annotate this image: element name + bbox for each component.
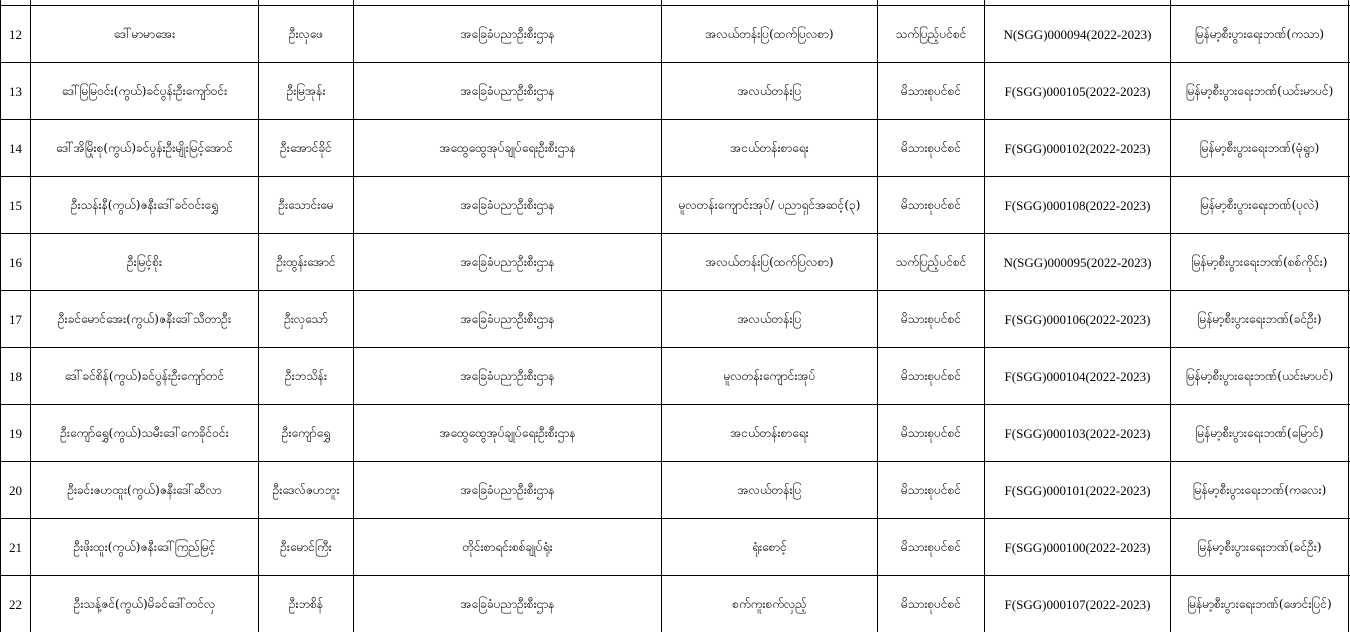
table-row xyxy=(1,120,1350,177)
table-row xyxy=(1,576,1350,632)
pension-type-cell: မိသားစုပင်စင် xyxy=(878,405,985,462)
pension-type-cell: မိသားစုပင်စင် xyxy=(878,63,985,120)
position-cell: အလယ်တန်းပြ(ထက်ပြလစာ) xyxy=(662,6,878,63)
bank-branch-cell: မြန်မာ့စီးပွားရေးဘဏ်(မုံရွာ) xyxy=(1171,120,1349,177)
position-cell: အလယ်တန်းပြ xyxy=(662,462,878,519)
pension-type-cell: မိသားစုပင်စင် xyxy=(878,519,985,576)
recipient-name-cell: ဒေါ်မာမာအေး xyxy=(31,6,259,63)
department-cell: အထွေထွေအုပ်ချုပ်ရေးဦးစီးဌာန xyxy=(354,120,662,177)
position-cell: အငယ်တန်းစာရေး xyxy=(662,405,878,462)
pension-code-cell: N(SGG)000095(2022-2023) xyxy=(985,234,1171,291)
pension-code-cell: F(SGG)000100(2022-2023) xyxy=(985,519,1171,576)
recipient-name-cell: ဦးခင်မောင်အေး(ကွယ်)ဇနီးဒေါ်သီတာဦး xyxy=(31,291,259,348)
position-cell: အလယ်တန်းပြ xyxy=(662,291,878,348)
parent-name-cell: ဦးဘစိန် xyxy=(259,576,354,632)
parent-name-cell: ဦးမောင်ကြီး xyxy=(259,519,354,576)
department-cell: အခြေခံပညာဦးစီးဌာန xyxy=(354,63,662,120)
pension-type-cell: မိသားစုပင်စင် xyxy=(878,177,985,234)
pension-type-cell: သက်ပြည့်ပင်စင် xyxy=(878,6,985,63)
recipient-name-cell: ဦးခင်းဇဟထူး(ကွယ်)ဇနီးဒေါ်ဆီလာ xyxy=(31,462,259,519)
bank-branch-cell: မြန်မာ့စီးပွားရေးဘဏ်(ပုလဲ) xyxy=(1171,177,1349,234)
department-cell: အထွေထွေအုပ်ချုပ်ရေးဦးစီးဌာန xyxy=(354,405,662,462)
parent-name-cell: ဦးသောင်းမေ xyxy=(259,177,354,234)
recipient-name-cell: ဦးဖိုးထူး(ကွယ်)ဇနီးဒေါ်ကြည်မြင့် xyxy=(31,519,259,576)
recipient-name-cell: ဦးကျော်ရွှေ(ကွယ်)သမီးဒေါ်ကေခိုင်ဝင်း xyxy=(31,405,259,462)
recipient-name-cell: ဒေါ်ခင်စိန်(ကွယ်)ခင်ပွန်းဦးကျော်တင် xyxy=(31,348,259,405)
parent-name-cell: ဦးလှသော် xyxy=(259,291,354,348)
department-cell: အခြေခံပညာဦးစီးဌာန xyxy=(354,291,662,348)
parent-name-cell: ဦးအောင်ခိုင် xyxy=(259,120,354,177)
recipient-name-cell: ဒေါ်မြမြဝင်း(ကွယ်)ခင်ပွန်းဦးကျော်ဝင်း xyxy=(31,63,259,120)
position-cell: ရုံးစောင့် xyxy=(662,519,878,576)
row-number-cell: 17 xyxy=(1,291,31,348)
table-row xyxy=(1,348,1350,405)
row-number-cell: 18 xyxy=(1,348,31,405)
pension-type-cell: မိသားစုပင်စင် xyxy=(878,291,985,348)
pension-type-cell: မိသားစုပင်စင် xyxy=(878,462,985,519)
bank-branch-cell: မြန်မာ့စီးပွားရေးဘဏ်(စစ်ကိုင်း) xyxy=(1171,234,1349,291)
bank-branch-cell: မြန်မာ့စီးပွားရေးဘဏ်(မြောင်) xyxy=(1171,405,1349,462)
parent-name-cell: ဦးထွန်းအောင် xyxy=(259,234,354,291)
position-cell: အငယ်တန်းစာရေး xyxy=(662,120,878,177)
row-number-cell: 15 xyxy=(1,177,31,234)
table-row xyxy=(1,63,1350,120)
department-cell: အခြေခံပညာဦးစီးဌာန xyxy=(354,462,662,519)
table-body xyxy=(1,0,1350,632)
bank-branch-cell: မြန်မာ့စီးပွားရေးဘဏ်(ယင်းမာပင်) xyxy=(1171,63,1349,120)
parent-name-cell: ဦးလှဖေ xyxy=(259,6,354,63)
bank-branch-cell: မြန်မာ့စီးပွားရေးဘဏ်(ခင်ဦး) xyxy=(1171,519,1349,576)
bank-branch-cell: မြန်မာ့စီးပွားရေးဘဏ်(ယင်းမာပင်) xyxy=(1171,348,1349,405)
pension-code-cell: F(SGG)000104(2022-2023) xyxy=(985,348,1171,405)
row-number-cell: 19 xyxy=(1,405,31,462)
position-cell: အလယ်တန်းပြ(ထက်ပြလစာ) xyxy=(662,234,878,291)
pension-code-cell: F(SGG)000102(2022-2023) xyxy=(985,120,1171,177)
pension-code-cell: F(SGG)000103(2022-2023) xyxy=(985,405,1171,462)
table-row xyxy=(1,519,1350,576)
bank-branch-cell: မြန်မာ့စီးပွားရေးဘဏ်(ခင်ဦး) xyxy=(1171,291,1349,348)
department-cell: အခြေခံပညာဦးစီးဌာန xyxy=(354,576,662,632)
parent-name-cell: ဦးဒေလ်ဇဟဘူး xyxy=(259,462,354,519)
row-number-cell: 20 xyxy=(1,462,31,519)
department-cell: အခြေခံပညာဦးစီးဌာန xyxy=(354,234,662,291)
row-number-cell: 14 xyxy=(1,120,31,177)
table-row xyxy=(1,405,1350,462)
recipient-name-cell: ဒေါ်အိမြိုးစု(ကွယ်)ခင်ပွန်းဦးမျိုးမြင့်အောင် xyxy=(31,120,259,177)
table-row xyxy=(1,6,1350,63)
position-cell: မူလတန်းကျောင်းအုပ် xyxy=(662,348,878,405)
row-number-cell: 12 xyxy=(1,6,31,63)
recipient-name-cell: ဦးမြင့်စိုး xyxy=(31,234,259,291)
parent-name-cell: ဦးကျော်ရွှေ xyxy=(259,405,354,462)
pension-code-cell: F(SGG)000101(2022-2023) xyxy=(985,462,1171,519)
position-cell: အလယ်တန်းပြ xyxy=(662,63,878,120)
position-cell: မူလတန်းကျောင်းအုပ်/ ပညာရှင်အဆင့်(၃) xyxy=(662,177,878,234)
row-number-cell: 22 xyxy=(1,576,31,632)
bank-branch-cell: မြန်မာ့စီးပွားရေးဘဏ်(ကသာ) xyxy=(1171,6,1349,63)
table-row xyxy=(1,234,1350,291)
department-cell: အခြေခံပညာဦးစီးဌာန xyxy=(354,348,662,405)
pension-code-cell: F(SGG)000105(2022-2023) xyxy=(985,63,1171,120)
parent-name-cell: ဦးဘသိန်း xyxy=(259,348,354,405)
row-number-cell: 16 xyxy=(1,234,31,291)
recipient-name-cell: ဦးသန့်ဇင်(ကွယ်)မိခင်ဒေါ်တင်လှ xyxy=(31,576,259,632)
row-number-cell: 13 xyxy=(1,63,31,120)
pension-type-cell: သက်ပြည့်ပင်စင် xyxy=(878,234,985,291)
pension-code-cell: F(SGG)000108(2022-2023) xyxy=(985,177,1171,234)
row-number-cell: 21 xyxy=(1,519,31,576)
department-cell: တိုင်းစာရင်းစစ်ချုပ်ရုံး xyxy=(354,519,662,576)
parent-name-cell: ဦးမြအုန်း xyxy=(259,63,354,120)
pension-code-cell: F(SGG)000106(2022-2023) xyxy=(985,291,1171,348)
pension-type-cell: မိသားစုပင်စင် xyxy=(878,348,985,405)
table-row xyxy=(1,462,1350,519)
position-cell: စက်ကူးစက်လှည့် xyxy=(662,576,878,632)
department-cell: အခြေခံပညာဦးစီးဌာန xyxy=(354,6,662,63)
pension-type-cell: မိသားစုပင်စင် xyxy=(878,120,985,177)
pension-code-cell: F(SGG)000107(2022-2023) xyxy=(985,576,1171,632)
recipient-name-cell: ဦးသန်းနီ(ကွယ်)ဇနီးဒေါ်ခင်ဝင်းရွှေ xyxy=(31,177,259,234)
pension-code-cell: N(SGG)000094(2022-2023) xyxy=(985,6,1171,63)
department-cell: အခြေခံပညာဦးစီးဌာန xyxy=(354,177,662,234)
bank-branch-cell: မြန်မာ့စီးပွားရေးဘဏ်(ဖောင်းပြင်) xyxy=(1171,576,1349,632)
bank-branch-cell: မြန်မာ့စီးပွားရေးဘဏ်(ကလေး) xyxy=(1171,462,1349,519)
pension-type-cell: မိသားစုပင်စင် xyxy=(878,576,985,632)
table-row xyxy=(1,177,1350,234)
table-row xyxy=(1,291,1350,348)
